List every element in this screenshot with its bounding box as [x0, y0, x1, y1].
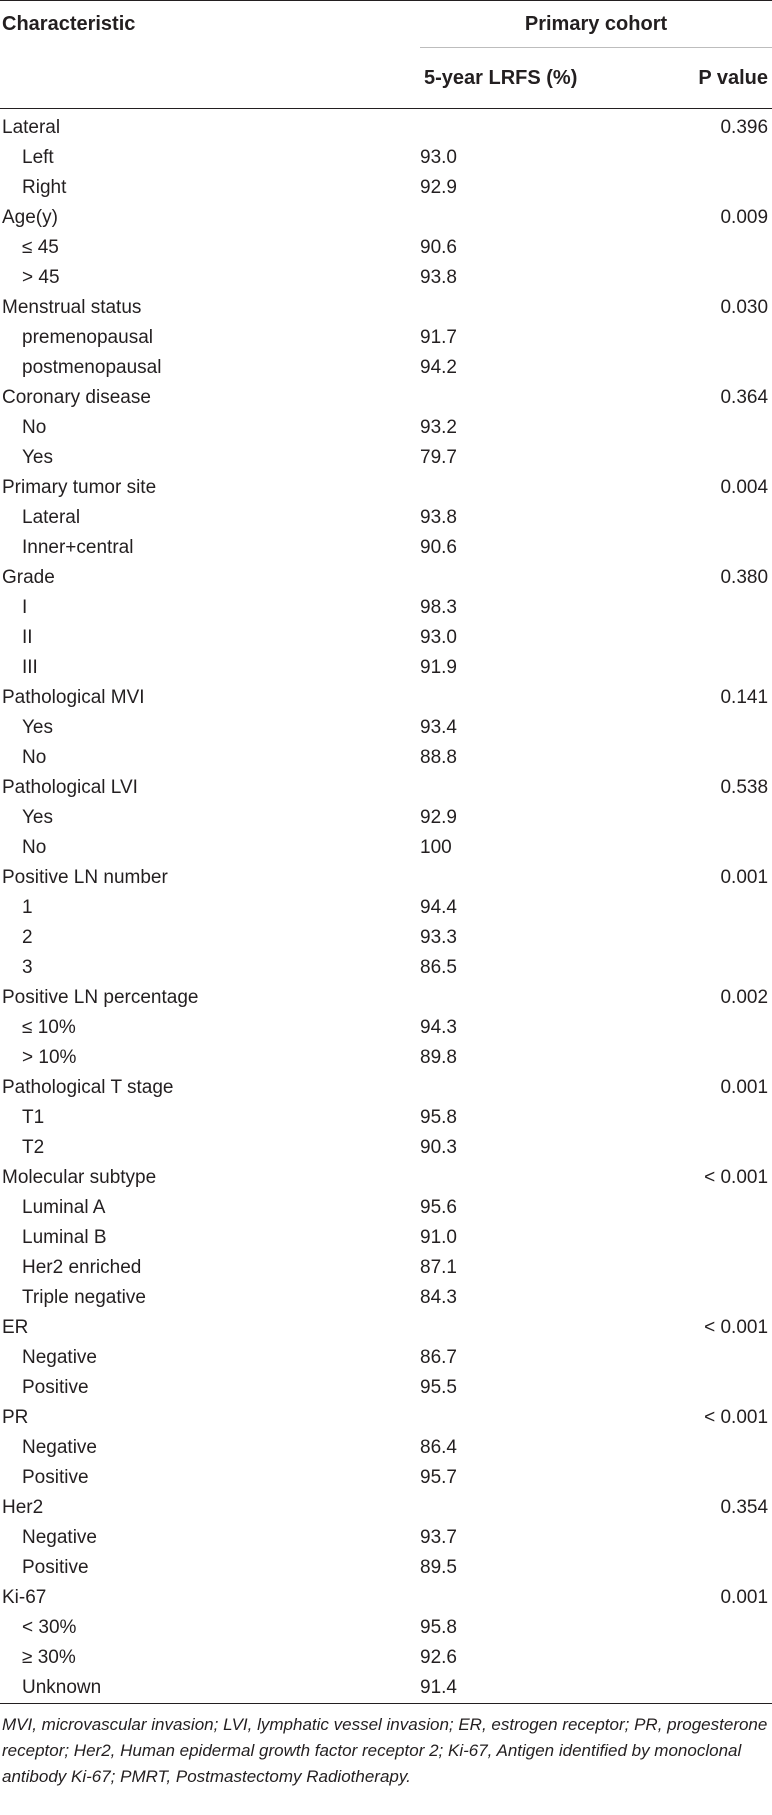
characteristic-cell: Triple negative: [22, 1287, 146, 1308]
lrfs-cell: 93.7: [420, 1527, 457, 1548]
lrfs-cell: [420, 773, 660, 803]
p-value-cell: [660, 143, 772, 173]
characteristic-cell: Grade: [2, 567, 55, 588]
characteristic-cell: Right: [22, 177, 67, 198]
characteristic-cell: ≤ 10%: [22, 1017, 76, 1038]
p-value-cell: [660, 1013, 772, 1043]
characteristic-cell: Luminal B: [22, 1227, 107, 1248]
lrfs-cell: 92.6: [420, 1647, 457, 1668]
table-row-subcategory: [0, 353, 772, 383]
table-row-category: [0, 863, 772, 893]
table-row-subcategory: [0, 1673, 772, 1704]
p-value-cell: [660, 1643, 772, 1673]
table-footnote: MVI, microvascular invasion; LVI, lymphatic vessel invasion; ER, estrogen receptor; PR, progesterone receptor; Her2, Human epidermal growth factor receptor 2; Ki-67, Antigen identified by monoclonal antibody Ki-67; PMRT, Postmastectomy Radiotherapy.: [2, 1715, 768, 1786]
lrfs-cell: 87.1: [420, 1257, 457, 1278]
lrfs-cell: 89.8: [420, 1047, 457, 1068]
header-p-value: P value: [698, 66, 769, 89]
characteristic-cell: Coronary disease: [2, 387, 151, 408]
characteristic-cell: Positive: [22, 1467, 89, 1488]
lrfs-cell: [420, 863, 660, 893]
header-lrfs: 5-year LRFS (%): [424, 66, 578, 89]
table-row-subcategory: [0, 1103, 772, 1133]
p-value-cell: [660, 893, 772, 923]
lrfs-cell: 88.8: [420, 747, 457, 768]
characteristic-cell: Unknown: [22, 1677, 102, 1698]
characteristic-cell: Yes: [22, 807, 53, 828]
lrfs-cell: [420, 1313, 660, 1343]
characteristic-cell: 3: [22, 957, 33, 978]
lrfs-cell: 93.8: [420, 267, 457, 288]
table-row-subcategory: [0, 173, 772, 203]
p-value-cell: [660, 1463, 772, 1493]
p-value-cell: [660, 1103, 772, 1133]
table-row-category: [0, 563, 772, 593]
lrfs-cell: 93.3: [420, 927, 457, 948]
table-row-subcategory: [0, 233, 772, 263]
table-row-subcategory: [0, 1283, 772, 1313]
lrfs-cell: [420, 383, 660, 413]
p-value-cell: [660, 623, 772, 653]
lrfs-cell: [420, 293, 660, 323]
characteristic-cell: Negative: [22, 1527, 97, 1548]
p-value-cell: 0.538: [720, 777, 769, 798]
table-row-subcategory: [0, 893, 772, 923]
table-row-subcategory: [0, 443, 772, 473]
table-row-subcategory: [0, 713, 772, 743]
table-row-subcategory: [0, 1433, 772, 1463]
table-row-subcategory: [0, 263, 772, 293]
characteristic-cell: 1: [22, 897, 33, 918]
lrfs-cell: 92.9: [420, 807, 457, 828]
table-row-subcategory: [0, 1373, 772, 1403]
header-characteristic: Characteristic: [2, 12, 136, 35]
characteristic-cell: Her2 enriched: [22, 1257, 142, 1278]
characteristic-cell: Lateral: [2, 117, 61, 138]
p-value-cell: [660, 173, 772, 203]
p-value-cell: 0.009: [720, 207, 769, 228]
table-row-category: [0, 1493, 772, 1523]
table-row-subcategory: [0, 1463, 772, 1493]
table-row-category: [0, 293, 772, 323]
characteristic-cell: Inner+central: [22, 537, 134, 558]
header-spacer: [0, 48, 420, 109]
lrfs-cell: 93.8: [420, 507, 457, 528]
table-row-subcategory: [0, 623, 772, 653]
table-row-subcategory: [0, 653, 772, 683]
p-value-cell: 0.001: [720, 1587, 769, 1608]
lrfs-cell: [420, 683, 660, 713]
p-value-cell: < 0.001: [704, 1167, 769, 1188]
p-value-cell: [660, 1193, 772, 1223]
header-row-secondary: [0, 48, 772, 109]
characteristic-cell: III: [22, 657, 38, 678]
p-value-cell: [660, 923, 772, 953]
lrfs-cell: 84.3: [420, 1287, 457, 1308]
table-row-subcategory: [0, 1343, 772, 1373]
table-row-subcategory: [0, 833, 772, 863]
p-value-cell: [660, 1343, 772, 1373]
p-value-cell: [660, 1283, 772, 1313]
characteristic-cell: ER: [2, 1317, 29, 1338]
table-row-subcategory: [0, 533, 772, 563]
p-value-cell: [660, 323, 772, 353]
p-value-cell: [660, 263, 772, 293]
lrfs-cell: [420, 1583, 660, 1613]
characteristic-cell: Positive LN percentage: [2, 987, 199, 1008]
table-row-subcategory: [0, 1613, 772, 1643]
characteristic-cell: Age(y): [2, 207, 58, 228]
header-primary-cohort: Primary cohort: [420, 1, 772, 48]
p-value-cell: [660, 593, 772, 623]
characteristic-cell: Positive: [22, 1377, 89, 1398]
characteristic-cell: Positive LN number: [2, 867, 168, 888]
table-row-subcategory: [0, 1133, 772, 1163]
p-value-cell: 0.030: [720, 297, 769, 318]
characteristic-cell: Menstrual status: [2, 297, 142, 318]
lrfs-cell: [420, 473, 660, 503]
table-row-category: [0, 1163, 772, 1193]
table-row-subcategory: [0, 1223, 772, 1253]
table-row-category: [0, 1073, 772, 1103]
lrfs-cell: 86.4: [420, 1437, 457, 1458]
p-value-cell: 0.364: [720, 387, 769, 408]
characteristic-cell: No: [22, 417, 47, 438]
characteristic-cell: Molecular subtype: [2, 1167, 157, 1188]
p-value-cell: [660, 1553, 772, 1583]
p-value-cell: [660, 443, 772, 473]
lrfs-cell: [420, 1163, 660, 1193]
lrfs-cell: 93.0: [420, 147, 457, 168]
characteristic-cell: Pathological T stage: [2, 1077, 174, 1098]
characteristic-cell: premenopausal: [22, 327, 153, 348]
characteristic-cell: Ki-67: [2, 1587, 47, 1608]
p-value-cell: 0.004: [720, 477, 769, 498]
lrfs-cell: [420, 1403, 660, 1433]
p-value-cell: < 0.001: [704, 1317, 769, 1338]
lrfs-cell: 93.4: [420, 717, 457, 738]
table-row-subcategory: [0, 503, 772, 533]
p-value-cell: [660, 1373, 772, 1403]
characteristic-cell: Yes: [22, 447, 53, 468]
p-value-cell: [660, 533, 772, 563]
p-value-cell: [660, 1223, 772, 1253]
lrfs-cell: 95.7: [420, 1467, 457, 1488]
lrfs-cell: [420, 1493, 660, 1523]
header-row-primary: [0, 1, 772, 48]
table-row-subcategory: [0, 953, 772, 983]
p-value-cell: [660, 233, 772, 263]
table-row-subcategory: [0, 1523, 772, 1553]
characteristic-cell: No: [22, 837, 47, 858]
table-row-subcategory: [0, 1553, 772, 1583]
lrfs-cell: 86.7: [420, 1347, 457, 1368]
p-value-cell: 0.380: [720, 567, 769, 588]
lrfs-cell: [420, 983, 660, 1013]
p-value-cell: [660, 1523, 772, 1553]
characteristic-cell: II: [22, 627, 33, 648]
lrfs-cell: 100: [420, 837, 452, 858]
characteristic-cell: < 30%: [22, 1617, 77, 1638]
lrfs-cell: 95.8: [420, 1617, 457, 1638]
characteristic-cell: 2: [22, 927, 33, 948]
lrfs-cell: 95.5: [420, 1377, 457, 1398]
table-header: [0, 1, 772, 109]
table-row-subcategory: [0, 923, 772, 953]
p-value-cell: 0.141: [720, 687, 769, 708]
characteristic-cell: Primary tumor site: [2, 477, 157, 498]
characteristic-cell: Left: [22, 147, 54, 168]
lrfs-cell: 93.0: [420, 627, 457, 648]
table-row-subcategory: [0, 143, 772, 173]
lrfs-cell: 86.5: [420, 957, 457, 978]
characteristic-cell: Positive: [22, 1557, 89, 1578]
lrfs-cell: 94.2: [420, 357, 457, 378]
p-value-cell: [660, 1043, 772, 1073]
characteristic-cell: Pathological LVI: [2, 777, 138, 798]
characteristic-cell: Negative: [22, 1347, 97, 1368]
table-row-subcategory: [0, 803, 772, 833]
characteristic-cell: Lateral: [22, 507, 81, 528]
lrfs-cell: [420, 203, 660, 233]
p-value-cell: [660, 413, 772, 443]
p-value-cell: [660, 833, 772, 863]
lrfs-cell: [420, 109, 660, 144]
table-row-subcategory: [0, 1253, 772, 1283]
characteristic-cell: postmenopausal: [22, 357, 162, 378]
table-row-category: [0, 109, 772, 144]
p-value-cell: 0.396: [720, 117, 769, 138]
lrfs-cell: 89.5: [420, 1557, 457, 1578]
p-value-cell: 0.354: [720, 1497, 769, 1518]
characteristic-cell: Yes: [22, 717, 53, 738]
lrfs-cell: 91.7: [420, 327, 457, 348]
characteristic-cell: Negative: [22, 1437, 97, 1458]
lrfs-cell: [420, 1073, 660, 1103]
p-value-cell: [660, 1673, 772, 1704]
lrfs-cell: 98.3: [420, 597, 457, 618]
table-row-subcategory: [0, 1643, 772, 1673]
lrfs-cell: 79.7: [420, 447, 457, 468]
p-value-cell: [660, 713, 772, 743]
table-row-category: [0, 1583, 772, 1613]
characteristic-cell: > 10%: [22, 1047, 77, 1068]
lrfs-cell: 90.3: [420, 1137, 457, 1158]
table-row-subcategory: [0, 413, 772, 443]
p-value-cell: [660, 353, 772, 383]
characteristic-cell: ≤ 45: [22, 237, 59, 258]
lrfs-cell: [420, 563, 660, 593]
p-value-cell: [660, 1133, 772, 1163]
characteristic-cell: Her2: [2, 1497, 44, 1518]
p-value-cell: [660, 653, 772, 683]
table-row-category: [0, 383, 772, 413]
p-value-cell: [660, 503, 772, 533]
p-value-cell: < 0.001: [704, 1407, 769, 1428]
p-value-cell: [660, 1253, 772, 1283]
characteristic-cell: PR: [2, 1407, 29, 1428]
p-value-cell: [660, 1613, 772, 1643]
lrfs-cell: 94.3: [420, 1017, 457, 1038]
lrfs-cell: 91.9: [420, 657, 457, 678]
p-value-cell: [660, 1433, 772, 1463]
characteristic-cell: No: [22, 747, 47, 768]
p-value-cell: 0.002: [720, 987, 769, 1008]
characteristic-cell: T1: [22, 1107, 45, 1128]
lrfs-cell: 94.4: [420, 897, 457, 918]
characteristic-cell: Pathological MVI: [2, 687, 145, 708]
p-value-cell: [660, 803, 772, 833]
lrfs-cell: 91.4: [420, 1677, 457, 1698]
lrfs-cell: 91.0: [420, 1227, 457, 1248]
lrfs-cell: 92.9: [420, 177, 457, 198]
p-value-cell: [660, 743, 772, 773]
table-row-subcategory: [0, 593, 772, 623]
lrfs-cell: 93.2: [420, 417, 457, 438]
lrfs-cell: 90.6: [420, 237, 457, 258]
characteristic-cell: > 45: [22, 267, 60, 288]
lrfs-cell: 90.6: [420, 537, 457, 558]
table-row-subcategory: [0, 743, 772, 773]
table-row-category: [0, 1313, 772, 1343]
characteristic-cell: T2: [22, 1137, 45, 1158]
lrfs-cell: 95.6: [420, 1197, 457, 1218]
table-row-category: [0, 1403, 772, 1433]
characteristic-cell: I: [22, 597, 28, 618]
table-row-category: [0, 983, 772, 1013]
table-row-subcategory: [0, 323, 772, 353]
table-row-category: [0, 203, 772, 233]
p-value-cell: 0.001: [720, 1077, 769, 1098]
table-row-category: [0, 473, 772, 503]
table-row-subcategory: [0, 1193, 772, 1223]
p-value-cell: 0.001: [720, 867, 769, 888]
characteristic-cell: Luminal A: [22, 1197, 106, 1218]
table-body: [0, 109, 772, 1704]
table-row-subcategory: [0, 1013, 772, 1043]
table-row-category: [0, 683, 772, 713]
lrfs-cell: 95.8: [420, 1107, 457, 1128]
p-value-cell: [660, 953, 772, 983]
characteristic-cell: ≥ 30%: [22, 1647, 76, 1668]
table-row-category: [0, 773, 772, 803]
table-row-subcategory: [0, 1043, 772, 1073]
